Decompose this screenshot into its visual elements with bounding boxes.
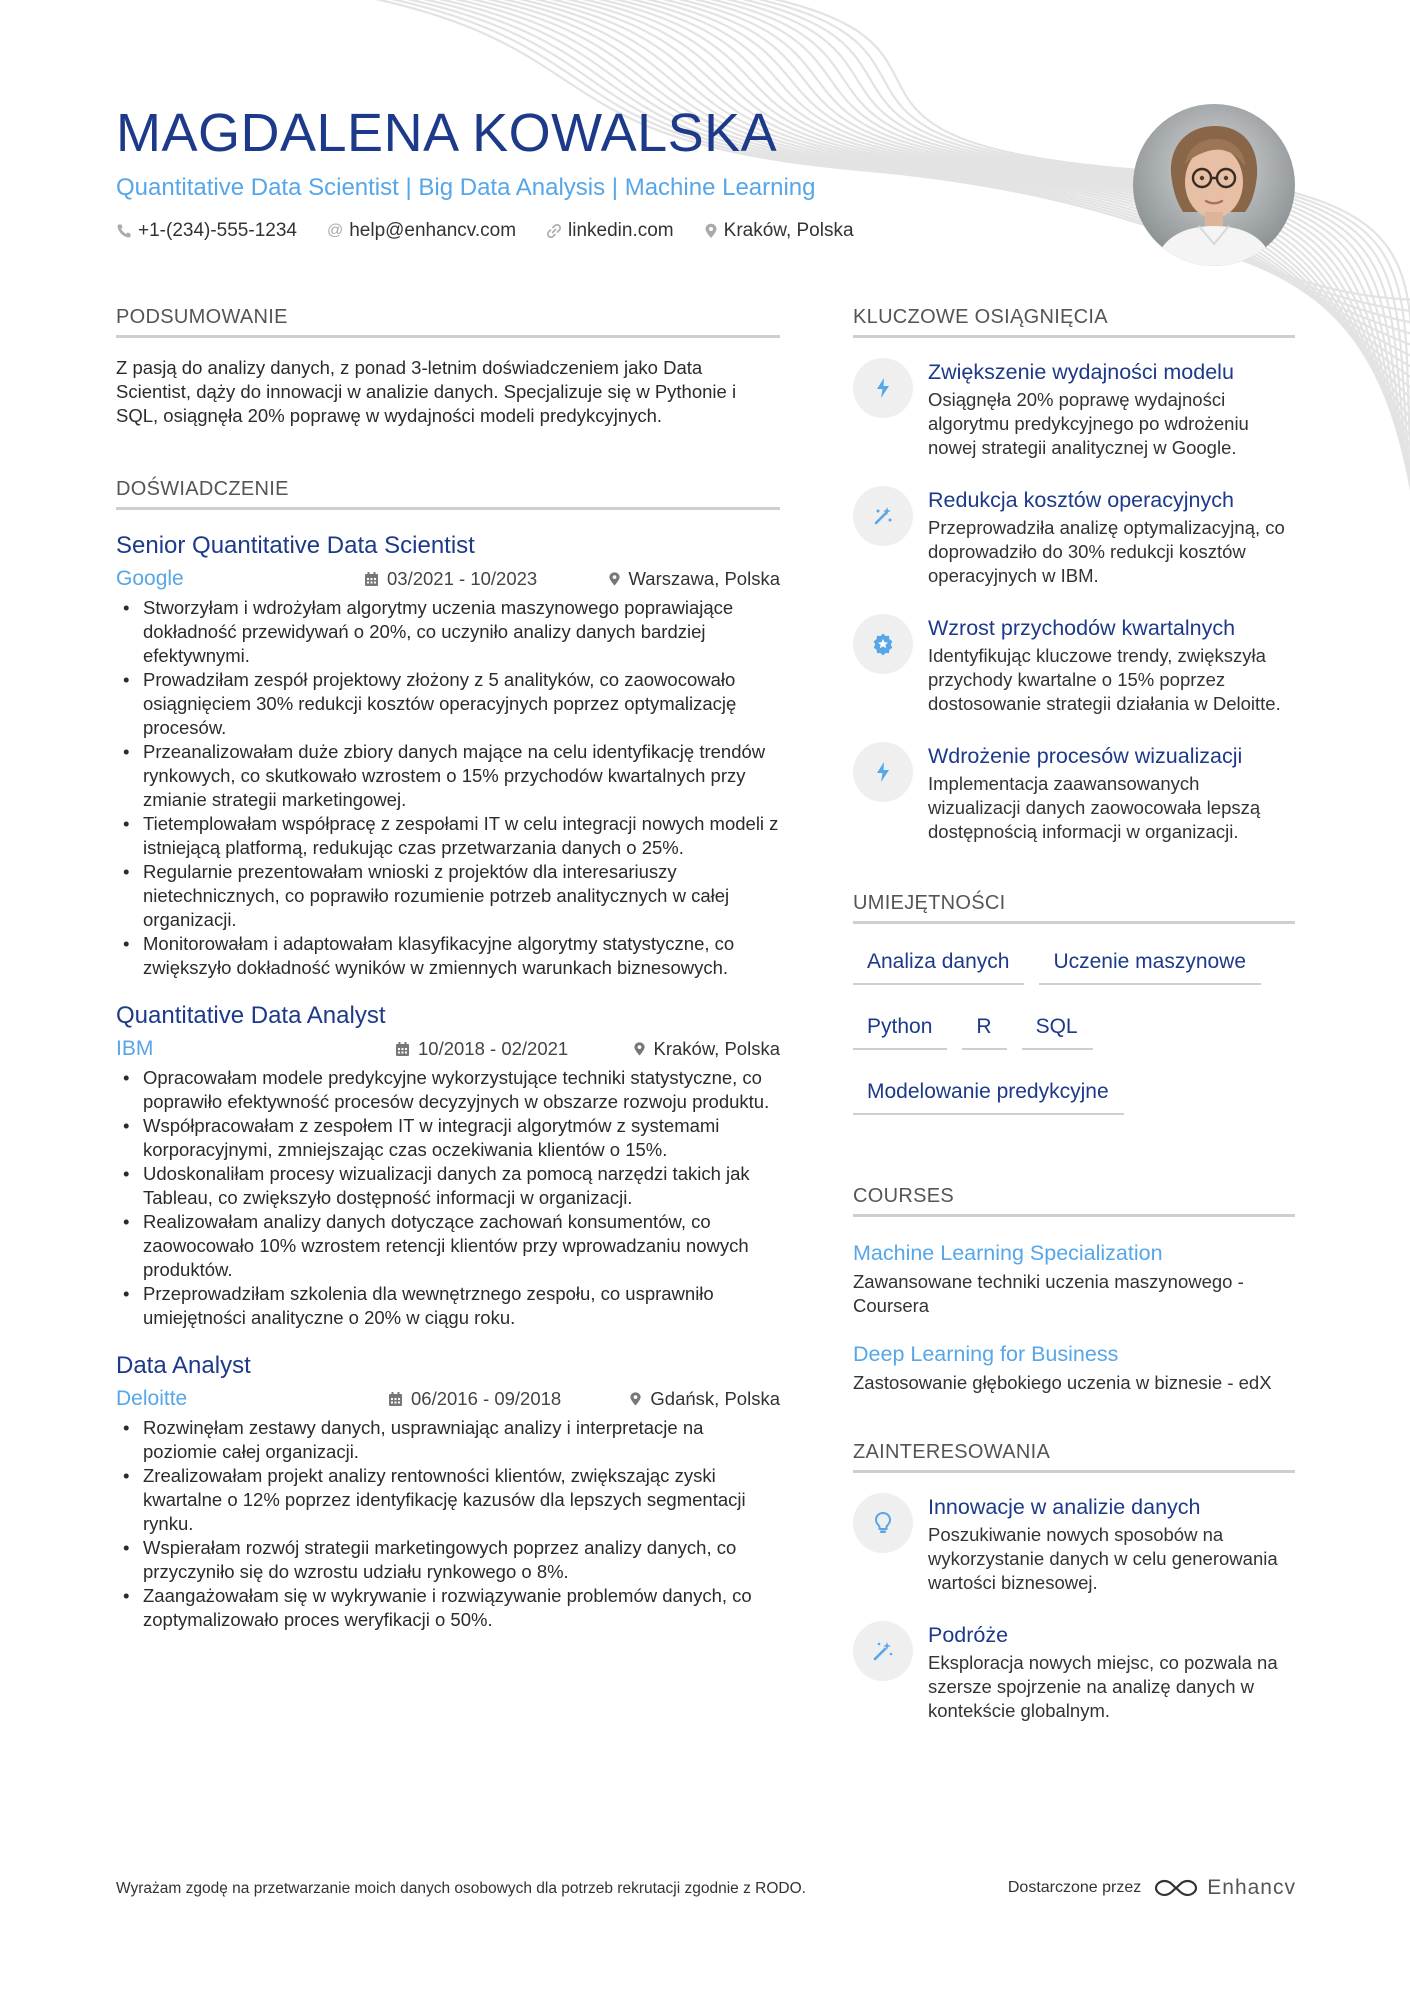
course-title: Machine Learning Specialization xyxy=(853,1241,1163,1265)
job-bullet: • Przeanalizowałam duże zbiory danych mające na celu identyfikację trendów rynkowych, co skutkowało wzrostem o 15% przychodów kwartalnych przy zmianie strategii marketingowej. xyxy=(116,740,780,812)
contact-location xyxy=(704,220,854,242)
skill-tag: Python xyxy=(853,1013,947,1050)
calendar-icon xyxy=(364,571,379,587)
job-dates xyxy=(388,1388,561,1410)
job-bullet: • Opracowałam modele predykcyjne wykorzystujące techniki statystyczne, co poprawiło efektywność procesów decyzyjnych w obszarze rozwoju produktu. xyxy=(116,1066,780,1114)
job-bullet: • Regularnie prezentowałam wnioski z projektów dla interesariuszy nietechnicznych, co poprawiło rozumienie potrzeb analitycznych w całej organizacji. xyxy=(116,860,780,932)
job-bullet: • Prowadziłam zespół projektowy złożony z 5 analityków, co zaowocowało osiągnięciem 30% redukcji kosztów operacyjnych poprzez optymalizację procesów. xyxy=(116,668,780,740)
achievement-desc: Implementacja zaawansowanych wizualizacji danych zaowocowała lepszą dostępnością informacji w organizacji. xyxy=(928,773,1261,842)
star-badge-icon xyxy=(853,614,913,674)
interest-item xyxy=(853,1493,1295,1595)
job-location-text: Warszawa, Polska xyxy=(628,568,780,589)
lightbulb-icon xyxy=(853,1493,913,1553)
link-icon xyxy=(546,223,562,239)
achievement-item xyxy=(853,358,1295,460)
lightning-icon xyxy=(853,742,913,802)
job-title: Quantitative Data Analyst xyxy=(116,1002,386,1029)
achievements-section-title: KLUCZOWE OSIĄGNIĘCIA xyxy=(853,306,1295,338)
job-bullet: • Stworzyłam i wdrożyłam algorytmy uczenia maszynowego poprawiające dokładność przewidywań o 20%, co uczyniło analizy danych bardziej efektywnymi. xyxy=(116,596,780,668)
achievement-item xyxy=(853,614,1295,716)
experience-section-title: DOŚWIADCZENIE xyxy=(116,478,780,510)
interest-title: Innowacje w analizie danych xyxy=(928,1495,1201,1519)
left-column xyxy=(116,306,780,1632)
job-dates xyxy=(364,568,537,590)
job-entry xyxy=(116,1350,780,1632)
job-bullets xyxy=(116,1416,780,1632)
course-desc: Zawansowane techniki uczenia maszynowego - Coursera xyxy=(853,1271,1244,1316)
location-pin-icon xyxy=(608,571,621,587)
candidate-name: MAGDALENA KOWALSKA xyxy=(116,103,778,163)
achievement-title: Zwiększenie wydajności modelu xyxy=(928,360,1234,384)
wand-icon xyxy=(853,486,913,546)
achievement-desc: Osiągnęła 20% poprawę wydajności algorytmu predykcyjnego po wdrożeniu nowej strategii analitycznej w Google. xyxy=(928,389,1249,458)
summary-text: Z pasją do analizy danych, z ponad 3-letnim doświadczeniem jako Data Scientist, dąży do innowacji w analizie danych. Specjalizuje się w Pythonie i SQL, osiągnęła 20% poprawę w wydajności modeli predykcyjnych. xyxy=(116,357,737,426)
achievement-desc: Przeprowadziła analizę optymalizacyjną, co doprowadziło do 30% redukcji kosztów operacyjnych w IBM. xyxy=(928,517,1285,586)
skill-tag: SQL xyxy=(1022,1013,1093,1050)
course-title: Deep Learning for Business xyxy=(853,1342,1119,1366)
job-meta xyxy=(116,564,780,594)
job-bullets xyxy=(116,1066,780,1330)
achievement-desc: Identyfikując kluczowe trendy, zwiększyła przychody kwartalne o 15% poprzez dostosowanie strategii działania w Deloitte. xyxy=(928,645,1281,714)
interest-title: Podróże xyxy=(928,1623,1009,1647)
contact-phone[interactable] xyxy=(116,220,297,242)
job-meta xyxy=(116,1384,780,1414)
resume-header xyxy=(116,100,1116,242)
job-bullet: • Tietemplowałam współpracę z zespołami IT w celu integracji nowych modeli z istniejącą platformą, redukując czas przetwarzania danych o 25%. xyxy=(116,812,780,860)
magic-wand-icon xyxy=(853,1621,913,1681)
skill-tag: Uczenie maszynowe xyxy=(1039,948,1261,985)
courses-section-title: COURSES xyxy=(853,1185,1295,1217)
gdpr-consent-text: Wyrażam zgodę na przetwarzanie moich danych osobowych dla potrzeb rekrutacji zgodnie z RODO. xyxy=(116,1880,806,1897)
job-bullet: • Monitorowałam i adaptowałam klasyfikacyjne algorytmy statystyczne, co zwiększyło dokładność wyników w zmiennych warunkach biznesowych. xyxy=(116,932,780,980)
achievement-item xyxy=(853,742,1295,844)
job-company: Deloitte xyxy=(116,1387,188,1410)
job-location xyxy=(608,568,780,590)
skill-tag: Modelowanie predykcyjne xyxy=(853,1078,1124,1115)
contact-row xyxy=(116,220,1116,242)
infinity-logo-icon xyxy=(1153,1876,1199,1900)
skills-section-title: UMIEJĘTNOŚCI xyxy=(853,892,1295,924)
job-location xyxy=(629,1388,780,1410)
job-meta xyxy=(116,1034,780,1064)
achievements-list xyxy=(853,358,1295,844)
job-company: IBM xyxy=(116,1037,154,1060)
job-bullet: • Udoskonaliłam procesy wizualizacji danych za pomocą narzędzi takich jak Tableau, co zwiększyło dostępność informacji w organizacji. xyxy=(116,1162,780,1210)
job-dates-text: 10/2018 - 02/2021 xyxy=(418,1038,569,1059)
job-bullet: • Zaangażowałam się w wykrywanie i rozwiązywanie problemów danych, co zoptymalizowało proces weryfikacji o 50%. xyxy=(116,1584,780,1632)
contact-linkedin-text: linkedin.com xyxy=(568,220,674,241)
right-column xyxy=(853,306,1295,1723)
interest-item xyxy=(853,1621,1295,1723)
interest-desc: Poszukiwanie nowych sposobów na wykorzystanie danych w celu generowania wartości biznesowej. xyxy=(928,1524,1278,1593)
contact-linkedin[interactable] xyxy=(546,220,674,242)
job-title: Senior Quantitative Data Scientist xyxy=(116,532,475,559)
job-location-text: Gdańsk, Polska xyxy=(650,1388,780,1409)
phone-icon xyxy=(116,223,132,239)
at-icon: @ xyxy=(326,222,344,239)
achievement-title: Wzrost przychodów kwartalnych xyxy=(928,616,1236,640)
contact-email[interactable] xyxy=(327,220,516,242)
candidate-tagline: Quantitative Data Scientist | Big Data Analysis | Machine Learning xyxy=(116,174,816,201)
job-dates-text: 06/2016 - 09/2018 xyxy=(411,1388,562,1409)
job-location xyxy=(633,1038,780,1060)
job-title: Data Analyst xyxy=(116,1352,251,1379)
achievement-title: Wdrożenie procesów wizualizacji xyxy=(928,744,1243,768)
job-entry xyxy=(116,1000,780,1330)
skill-tag: Analiza danych xyxy=(853,948,1024,985)
calendar-icon xyxy=(395,1041,410,1057)
job-bullet: • Rozwinęłam zestawy danych, usprawniając analizy i interpretacje na poziomie całej organizacji. xyxy=(116,1416,780,1464)
skills-list xyxy=(853,948,1295,1143)
achievement-title: Redukcja kosztów operacyjnych xyxy=(928,488,1234,512)
contact-email-text: help@enhancv.com xyxy=(349,220,517,241)
summary-section-title: PODSUMOWANIE xyxy=(116,306,780,338)
lightning-icon xyxy=(853,358,913,418)
job-location-text: Kraków, Polska xyxy=(653,1038,780,1059)
course-desc: Zastosowanie głębokiego uczenia w biznesie - edX xyxy=(853,1372,1272,1393)
location-pin-icon xyxy=(704,223,718,239)
job-dates xyxy=(395,1038,568,1060)
job-company: Google xyxy=(116,567,184,590)
footer xyxy=(116,1876,1296,1899)
achievement-item xyxy=(853,486,1295,588)
job-dates-text: 03/2021 - 10/2023 xyxy=(387,568,538,589)
job-entry xyxy=(116,530,780,980)
interest-desc: Eksploracja nowych miejsc, co pozwala na szersze spojrzenie na analizę danych w kontekście globalnym. xyxy=(928,1652,1278,1721)
course-item xyxy=(853,1340,1295,1395)
contact-phone-text: +1-(234)-555-1234 xyxy=(138,220,297,241)
powered-by-label: Dostarczone przez xyxy=(1007,1879,1142,1896)
powered-by xyxy=(1008,1876,1296,1900)
skill-tag: R xyxy=(962,1013,1006,1050)
job-bullet: • Przeprowadziłam szkolenia dla wewnętrznego zespołu, co usprawniło umiejętności analityczne o 20% w ciągu roku. xyxy=(116,1282,780,1330)
profile-photo xyxy=(1133,104,1295,266)
location-pin-icon xyxy=(629,1391,642,1407)
interests-list xyxy=(853,1493,1295,1723)
contact-location-text: Kraków, Polska xyxy=(723,220,854,241)
calendar-icon xyxy=(388,1391,403,1407)
job-bullet: • Realizowałam analizy danych dotyczące zachowań konsumentów, co zaowocowało 10% wzrostem retencji klientów przy wprowadzaniu nowych produktów. xyxy=(116,1210,780,1282)
location-pin-icon xyxy=(633,1041,646,1057)
brand-name: Enhancv xyxy=(1207,1876,1296,1899)
interests-section-title: ZAINTERESOWANIA xyxy=(853,1441,1295,1473)
job-bullet: • Zrealizowałam projekt analizy rentowności klientów, zwiększając zyski kwartalne o 12% poprzez identyfikację kazusów dla lepszych segmentacji rynku. xyxy=(116,1464,780,1536)
job-bullets xyxy=(116,596,780,980)
job-bullet: • Wspierałam rozwój strategii marketingowych poprzez analizy danych, co przyczyniło się do wzrostu udziału rynkowego o 8%. xyxy=(116,1536,780,1584)
course-item xyxy=(853,1239,1295,1318)
enhancv-logo[interactable] xyxy=(1153,1876,1296,1900)
job-bullet: • Współpracowałam z zespołem IT w integracji algorytmów z systemami korporacyjnymi, zmniejszając czas oczekiwania klientów o 15%. xyxy=(116,1114,780,1162)
